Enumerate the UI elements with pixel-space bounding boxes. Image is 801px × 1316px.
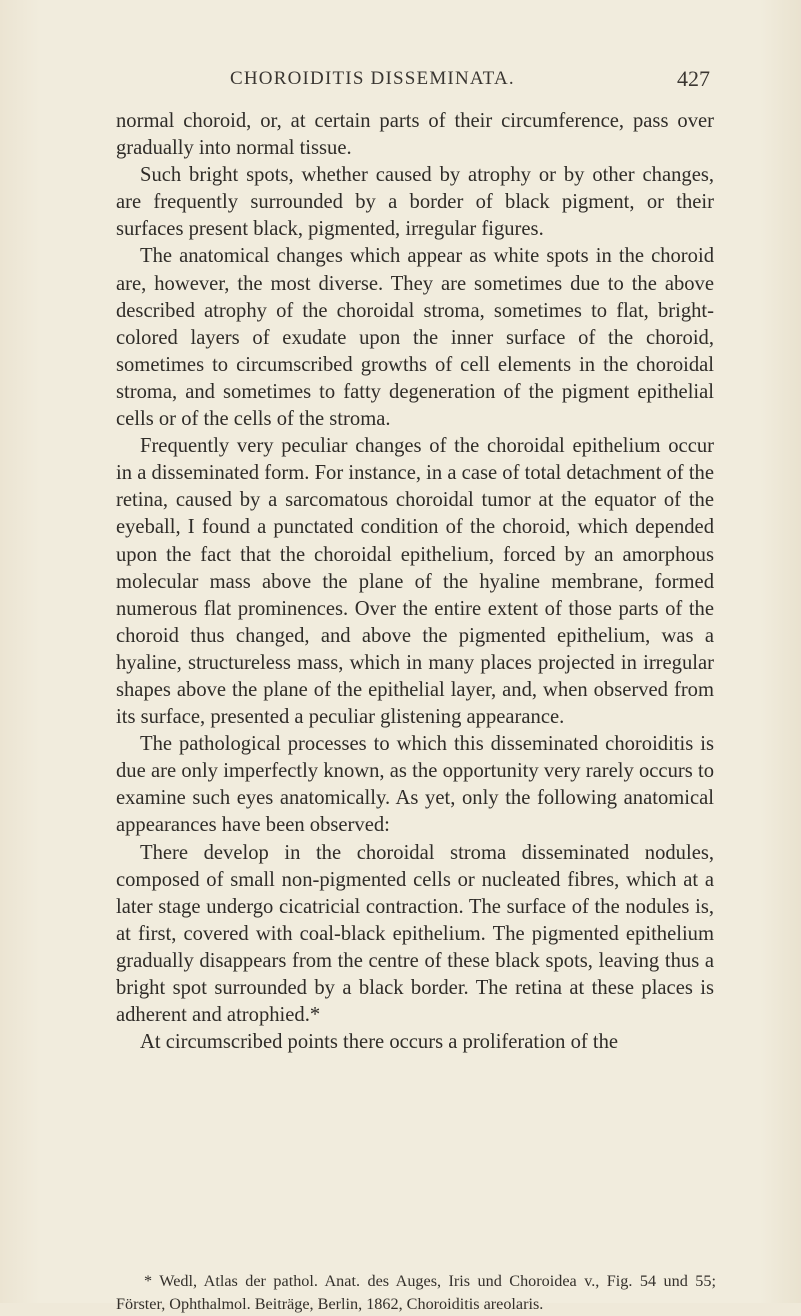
- page-header: [118, 68, 710, 98]
- footnote: * Wedl, Atlas der pathol. Anat. des Auges, Iris und Choroidea v., Fig. 54 und 55; Förster, Ophthalmol. Beiträge, Berlin, 1862, Choroiditis areolaris.: [116, 1272, 716, 1313]
- paragraph: Such bright spots, whether caused by atrophy or by other changes, are frequently surrounded by a border of black pigment, or their surfaces present black, pigmented, irregular figures.: [116, 164, 714, 241]
- body-text: [116, 108, 714, 1056]
- running-title: CHOROIDITIS DISSEMINATA.: [230, 68, 515, 89]
- paragraph: The pathological processes to which this disseminated choroiditis is due are only imperfectly known, as the opportunity very rarely occurs to examine such eyes anatomically. As yet, only the following anatomical appearances have been observed:: [116, 733, 714, 837]
- paragraph: There develop in the choroidal stroma disseminated nodules, composed of small non-pigmented cells or nucleated fibres, which at a later stage undergo cicatricial contraction. The surface of the nodules is, at first, covered with coal-black epithelium. The pigmented epithelium gradually disappears from the centre of these black spots, leaving thus a bright spot surrounded by a black border. The retina at these places is adherent and atrophied.*: [116, 841, 714, 1027]
- paragraph: At circumscribed points there occurs a proliferation of the: [140, 1031, 619, 1054]
- paragraph: The anatomical changes which appear as white spots in the choroid are, however, the most diverse. They are sometimes due to the above described atrophy of the choroidal stroma, sometimes to flat, bright-colored layers of exudate upon the inner surface of the choroid, sometimes to circumscribed growths of cell elements in the choroidal stroma, and sometimes to fatty degeneration of the pigment epithelial cells or of the cells of the stroma.: [116, 245, 714, 431]
- paragraph: Frequently very peculiar changes of the choroidal epithelium occur in a disseminated form. For instance, in a case of total detachment of the retina, caused by a sarcomatous choroidal tumor at the equator of the eyeball, I found a punctated condition of the choroid, which depended upon the fact that the choroidal epithelium, forced by an amorphous molecular mass above the plane of the hyaline membrane, formed numerous flat prominences. Over the entire extent of those parts of the choroid thus changed, and above the pigmented epithelium, was a hyaline, structureless mass, which in many places projected in irregular shapes above the plane of the epithelial layer, and, when observed from its surface, presented a peculiar glistening appearance.: [116, 435, 714, 729]
- paragraph: normal choroid, or, at certain parts of their circumference, pass over gradually into normal tissue.: [116, 110, 714, 160]
- page-number: 427: [677, 66, 710, 91]
